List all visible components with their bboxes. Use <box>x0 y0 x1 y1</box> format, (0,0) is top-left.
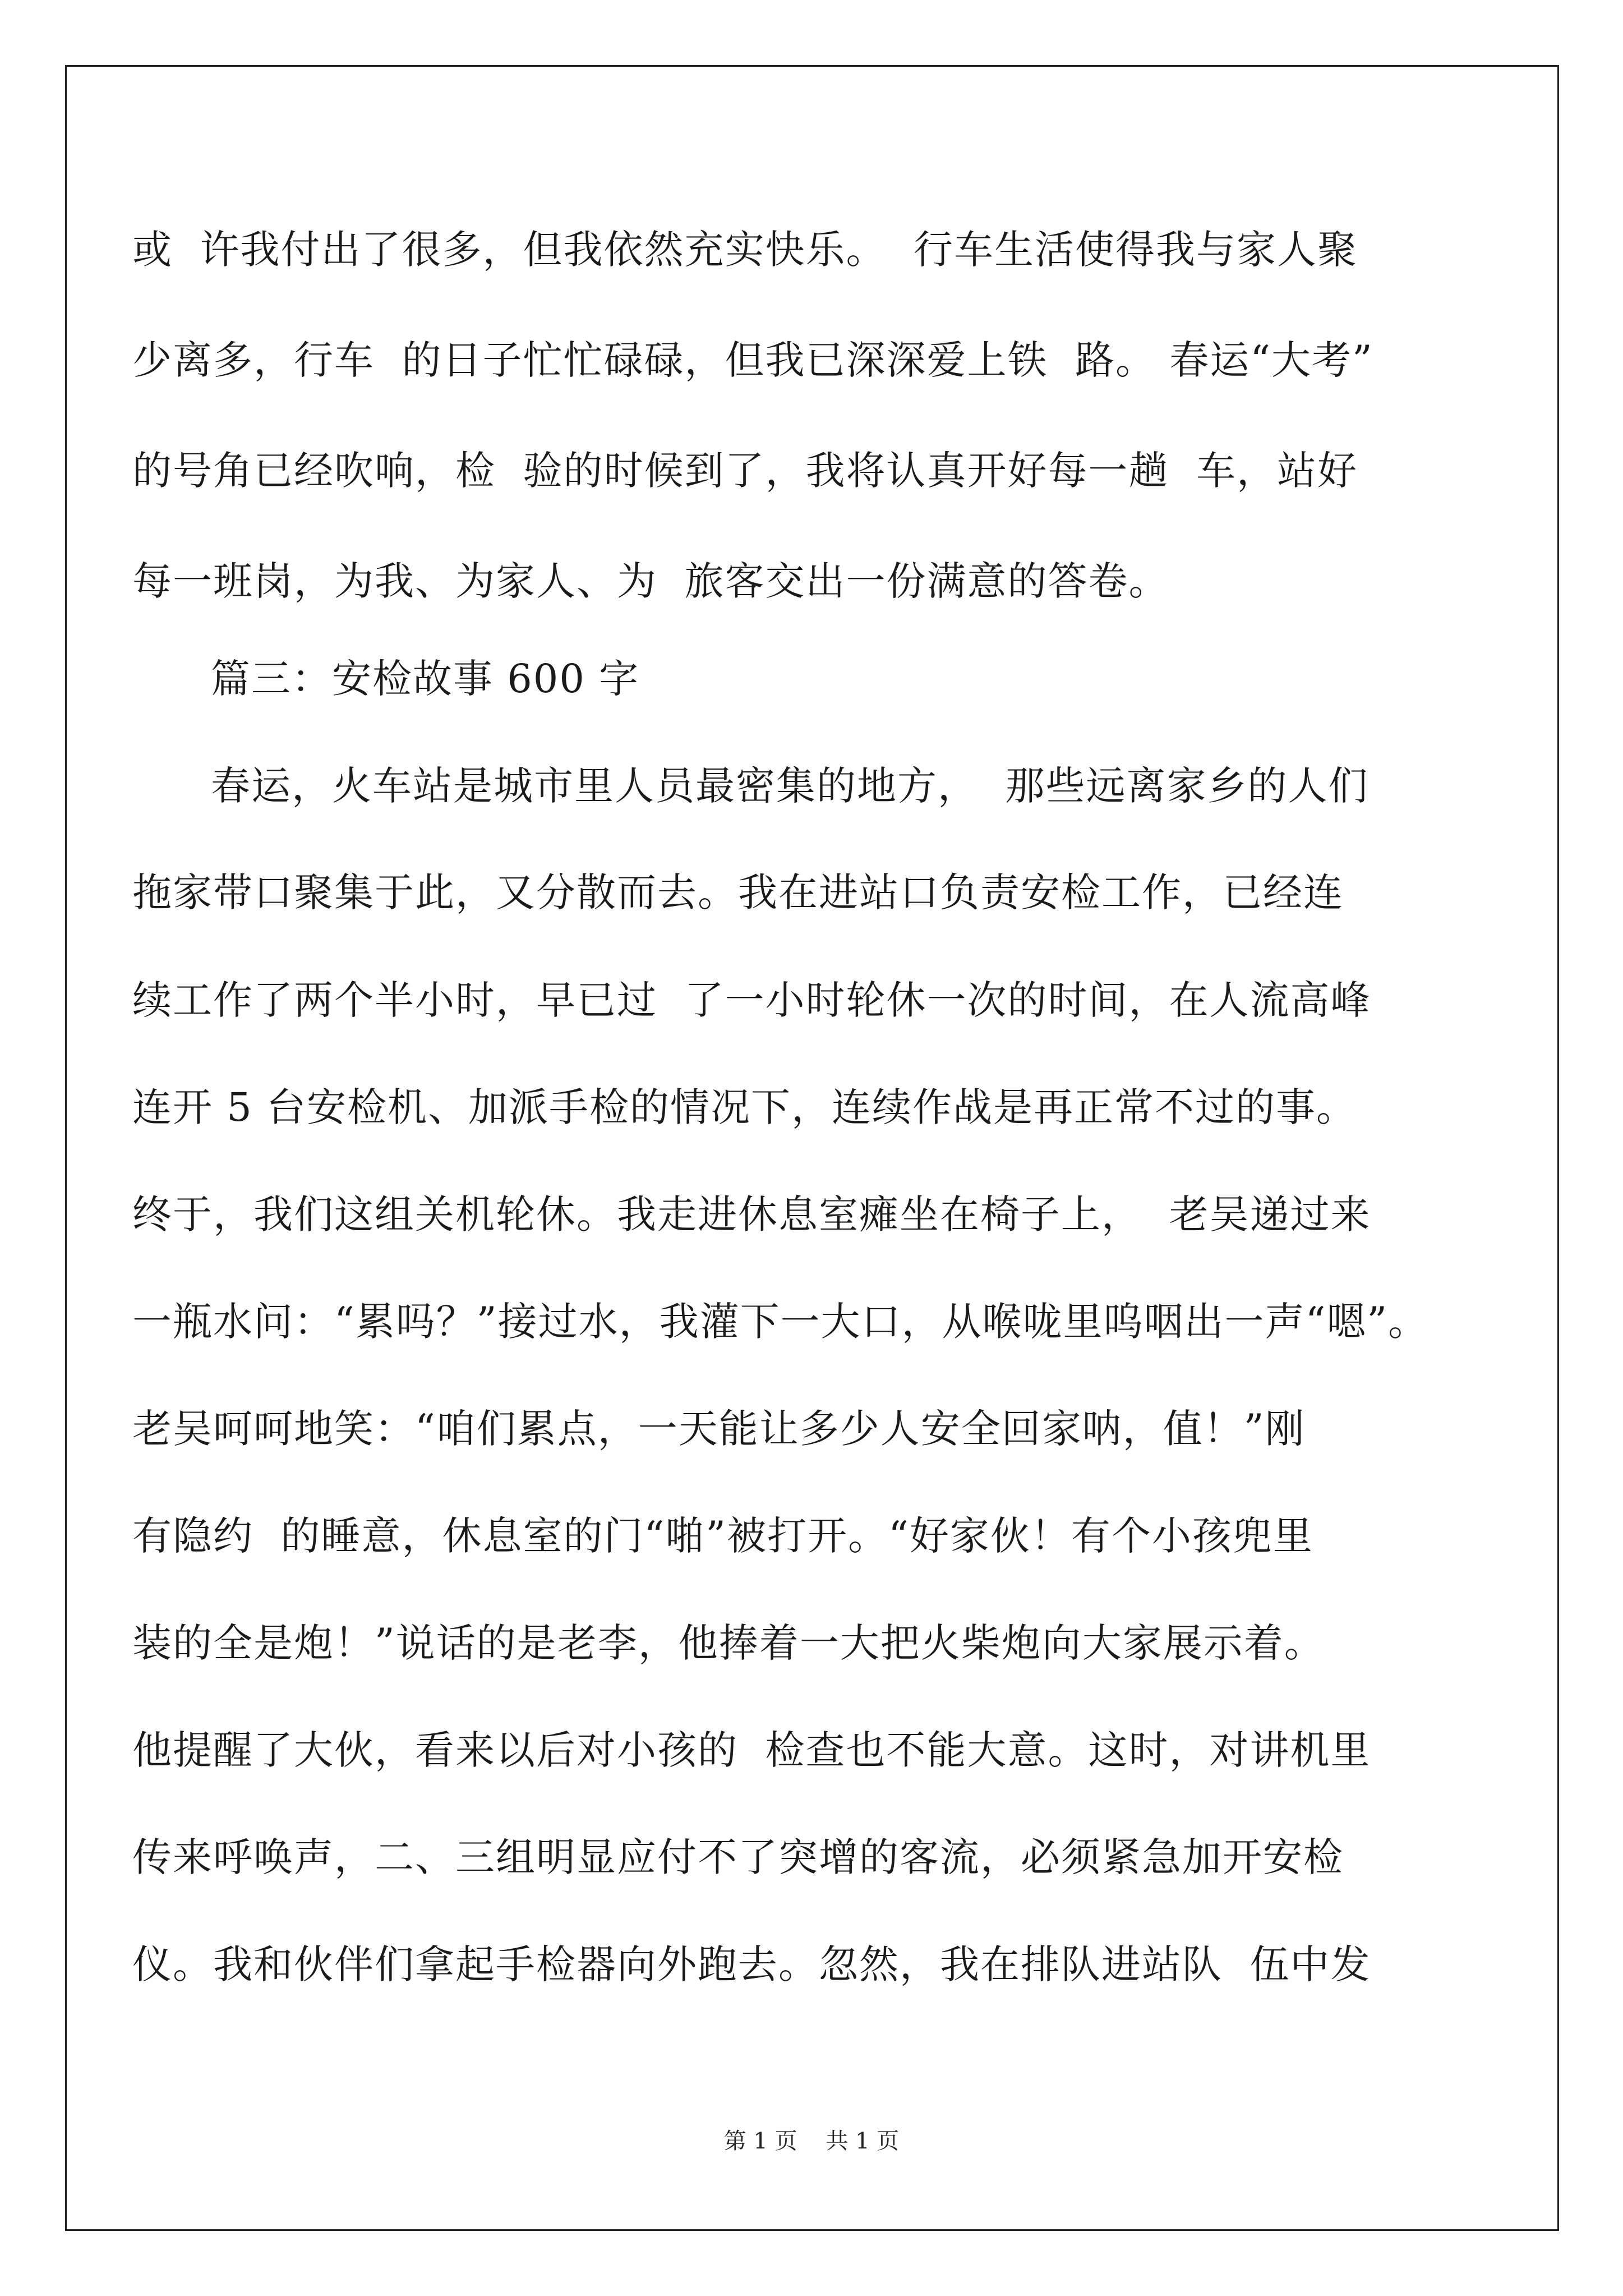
text-line: 连开 5 台安检机、加派手检的情况下，连续作战是再正常不过的事。 <box>132 1084 1357 1130</box>
text-line: 他提醒了大伙，看来以后对小孩的 检查也不能大意。这时，对讲机里 <box>132 1727 1371 1773</box>
text-line: 拖家带口聚集于此，又分散而去。我在进站口负责安检工作，已经连 <box>132 869 1344 915</box>
text-line: 续工作了两个半小时，早已过 了一小时轮休一次的时间，在人流高峰 <box>132 977 1371 1023</box>
text-line: 有隐约 的睡意，休息室的门“啪”被打开。“好家伙！有个小孩兜里 <box>132 1513 1313 1559</box>
paragraph-first-line: 春运，火车站是城市里人员最密集的地方， 那些远离家乡的人们 <box>211 763 1369 809</box>
text-line: 仪。我和伙伴们拿起手检器向外跑去。忽然，我在排队进站队 伍中发 <box>132 1941 1371 1987</box>
section-heading: 篇三：安检故事 600 字 <box>211 656 640 702</box>
text-line: 一瓶水问：“累吗？”接过水，我灌下一大口，从喉咙里呜咽出一声“嗯”。 <box>132 1299 1429 1345</box>
text-line: 少离多，行车 的日子忙忙碌碌，但我已深深爱上铁 路。 春运“大考” <box>132 337 1373 383</box>
page-border <box>65 65 1559 2231</box>
text-line: 或 许我付出了很多，但我依然充实快乐。 行车生活使得我与家人聚 <box>132 227 1358 273</box>
text-line: 的号角已经吹响，检 验的时候到了，我将认真开好每一趟 车，站好 <box>132 448 1358 494</box>
text-line: 传来呼唤声，二、三组明显应付不了突增的客流，必须紧急加开安检 <box>132 1834 1344 1880</box>
text-line: 装的全是炮！”说话的是老李，他捧着一大把火柴炮向大家展示着。 <box>132 1620 1325 1666</box>
text-line: 老吴呵呵地笑：“咱们累点，一天能让多少人安全回家呐，值！”刚 <box>132 1406 1306 1452</box>
text-line: 每一班岗，为我、为家人、为 旅客交出一份满意的答卷。 <box>132 558 1169 604</box>
text-line: 终于，我们这组关机轮休。我走进休息室瘫坐在椅子上， 老吴递过来 <box>132 1191 1371 1237</box>
page-footer: 第 1 页 共 1 页 <box>723 2128 900 2154</box>
